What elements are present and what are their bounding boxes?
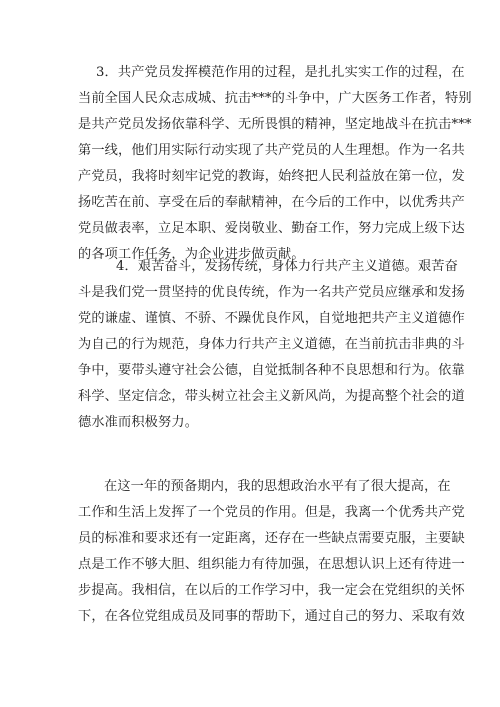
text-line: 员的标准和要求还有一定距离，还存在一些缺点需要克服，主要缺: [78, 531, 465, 546]
text-line: 3．共产党员发挥模范作用的过程，是扎扎实实工作的过程，在: [96, 65, 465, 80]
text-line: 是共产党员发扬依靠科学、无所畏惧的精神，坚定地战斗在抗击***: [78, 117, 472, 132]
text-line: 的各项工作任务，为企业进步做贡献。: [78, 247, 305, 262]
text-line: 在这一年的预备期内，我的思想政治水平有了很大提高，在: [104, 479, 451, 494]
text-line: 当前全国人民众志成城、抗击***的斗争中，广大医务工作者，特别: [78, 91, 472, 106]
text-line: 党员做表率，立足本职、爱岗敬业、勤奋工作，努力完成上级下达: [78, 221, 465, 236]
text-line: 4．艰苦奋斗，发扬传统，身体力行共产主义道德。艰苦奋: [116, 259, 458, 274]
text-line: 扬吃苦在前、享受在后的奉献精神，在今后的工作中，以优秀共产: [78, 195, 465, 210]
text-line: 下，在各位党组成员及同事的帮助下，通过自己的努力、采取有效: [78, 609, 465, 624]
text-line: 德水准而积极努力。: [78, 415, 199, 430]
text-line: 步提高。我相信，在以后的工作学习中，我一定会在党组织的关怀: [78, 583, 465, 598]
paragraph-4: [78, 254, 465, 436]
text-line: 斗是我们党一贯坚持的优良传统，作为一名共产党员应继承和发扬: [78, 285, 465, 300]
text-line: 争中，要带头遵守社会公德，自觉抵制各种不良思想和行为。依靠: [78, 363, 465, 378]
paragraph-summary: [78, 474, 465, 630]
text-line: 点是工作不够大胆、组织能力有待加强，在思想认识上还有待进一: [78, 557, 465, 572]
text-line: 为自己的行为规范，身体力行共产主义道德，在当前抗击非典的斗: [78, 337, 465, 352]
text-line: 党的谦虚、谨慎、不骄、不躁优良作风，自觉地把共产主义道德作: [78, 311, 465, 326]
paragraph-3: [78, 60, 472, 268]
text-line: 第一线，他们用实际行动实现了共产党员的人生理想。作为一名共: [78, 143, 465, 158]
text-line: 工作和生活上发挥了一个党员的作用。但是，我离一个优秀共产党: [78, 505, 465, 520]
text-line: 产党员，我将时刻牢记党的教诲，始终把人民利益放在第一位，发: [78, 169, 465, 184]
text-line: 科学、坚定信念，带头树立社会主义新风尚，为提高整个社会的道: [78, 389, 465, 404]
